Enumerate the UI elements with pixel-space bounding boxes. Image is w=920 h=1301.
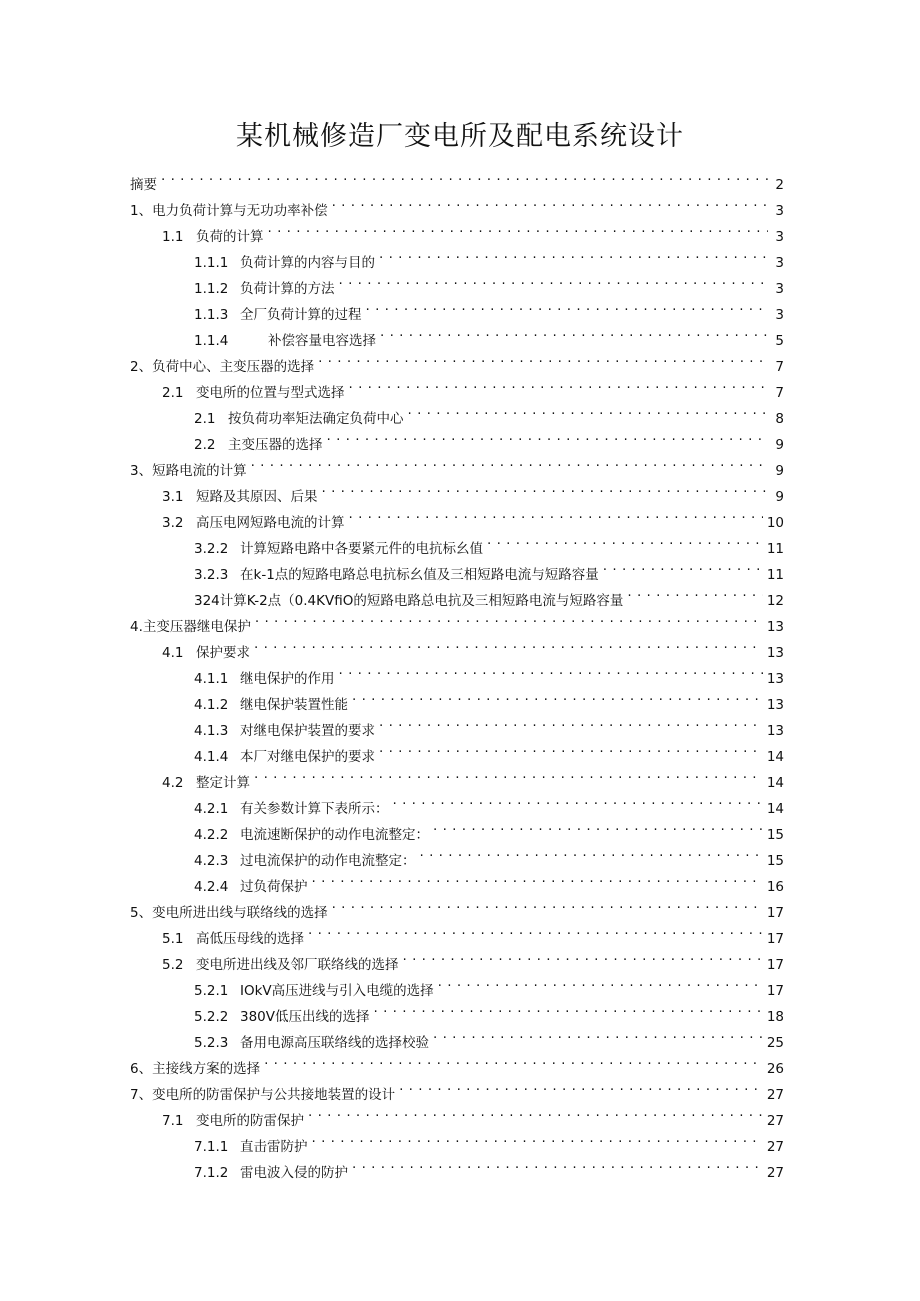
toc-label: 短路及其原因、后果 bbox=[196, 489, 318, 505]
toc-label: 7、变电所的防雷保护与公共接地装置的设计 bbox=[130, 1087, 396, 1103]
toc-page: 9 bbox=[775, 437, 784, 453]
toc-page: 15 bbox=[766, 853, 784, 869]
toc-entry[interactable] bbox=[194, 579, 784, 609]
toc-page: 2 bbox=[775, 177, 784, 193]
toc-entry[interactable] bbox=[162, 917, 784, 947]
toc-leader bbox=[433, 813, 763, 839]
toc-page: 17 bbox=[766, 983, 784, 999]
toc-page: 14 bbox=[766, 775, 784, 791]
toc-label: 变电所的防雷保护 bbox=[196, 1113, 304, 1129]
toc-number: 1.1.3 bbox=[194, 307, 229, 323]
toc-number: 3.2.2 bbox=[194, 541, 229, 557]
toc-entry[interactable] bbox=[130, 605, 784, 635]
toc-page: 7 bbox=[775, 385, 784, 401]
toc-leader bbox=[264, 1047, 763, 1073]
toc-number: 1.1 bbox=[162, 229, 184, 245]
toc-leader bbox=[308, 917, 763, 943]
toc-entry[interactable] bbox=[194, 553, 784, 583]
toc-label: 4.主变压器继电保护 bbox=[130, 619, 251, 635]
toc-entry[interactable] bbox=[130, 891, 784, 921]
toc-page: 7 bbox=[775, 359, 784, 375]
toc-page: 17 bbox=[766, 931, 784, 947]
toc-number: 5.2.2 bbox=[194, 1009, 229, 1025]
toc-leader bbox=[352, 1151, 763, 1177]
toc-leader bbox=[349, 371, 769, 397]
toc-leader bbox=[379, 735, 763, 761]
toc-label: 直击雷防护 bbox=[240, 1139, 308, 1155]
toc-number: 5.2.1 bbox=[194, 983, 229, 999]
toc-leader bbox=[268, 215, 769, 241]
toc-entry[interactable] bbox=[130, 163, 784, 193]
toc-label: 有关参数计算下表所示： bbox=[240, 801, 389, 817]
toc-entry[interactable] bbox=[162, 371, 784, 401]
toc-number: 4.2 bbox=[162, 775, 184, 791]
toc-entry[interactable] bbox=[194, 865, 784, 895]
toc-number: 2.2 bbox=[194, 437, 216, 453]
toc-page: 17 bbox=[766, 905, 784, 921]
toc-page: 27 bbox=[766, 1165, 784, 1181]
toc-leader bbox=[161, 163, 768, 189]
toc-page: 3 bbox=[775, 281, 784, 297]
toc-page: 13 bbox=[766, 671, 784, 687]
toc-entry[interactable] bbox=[162, 501, 784, 531]
toc-page: 25 bbox=[766, 1035, 784, 1051]
toc-number: 4.2.2 bbox=[194, 827, 229, 843]
document-title: 某机械修造厂变电所及配电系统设计 bbox=[236, 121, 684, 152]
toc-leader bbox=[332, 891, 763, 917]
toc-page: 16 bbox=[766, 879, 784, 895]
toc-number: 4.1 bbox=[162, 645, 184, 661]
toc-label: 负荷计算的方法 bbox=[240, 281, 335, 297]
toc-label: 雷电波入侵的防护 bbox=[240, 1165, 348, 1181]
toc-label: 变电所进出线及邻厂联络线的选择 bbox=[196, 957, 399, 973]
toc-label: 补偿容量电容选择 bbox=[268, 333, 376, 349]
toc-leader bbox=[318, 345, 768, 371]
toc-leader bbox=[393, 787, 763, 813]
toc-number: 2.1 bbox=[162, 385, 184, 401]
toc-page: 27 bbox=[766, 1087, 784, 1103]
toc-number: 4.1.4 bbox=[194, 749, 229, 765]
toc-page: 3 bbox=[775, 255, 784, 271]
toc-page: 14 bbox=[766, 801, 784, 817]
toc-entry[interactable] bbox=[194, 839, 784, 869]
toc-entry[interactable] bbox=[130, 1073, 784, 1103]
toc-number: 3.2 bbox=[162, 515, 184, 531]
toc-leader bbox=[374, 995, 763, 1021]
toc-leader bbox=[438, 969, 763, 995]
toc-label: 全厂负荷计算的过程 bbox=[240, 307, 362, 323]
toc-leader bbox=[487, 527, 763, 553]
toc-leader bbox=[408, 397, 769, 423]
toc-number: 4.1.1 bbox=[194, 671, 229, 687]
toc-entry[interactable] bbox=[194, 995, 784, 1025]
toc-leader bbox=[379, 241, 768, 267]
toc-number: 7.1 bbox=[162, 1113, 184, 1129]
toc-leader bbox=[603, 553, 763, 579]
toc-label: 备用电源高压联络线的选择校验 bbox=[240, 1035, 429, 1051]
toc-entry[interactable] bbox=[194, 423, 784, 453]
toc-label: 继电保护装置性能 bbox=[240, 697, 348, 713]
toc-entry[interactable] bbox=[130, 449, 784, 479]
toc-leader bbox=[312, 865, 763, 891]
toc-leader bbox=[403, 943, 763, 969]
toc-leader bbox=[255, 605, 763, 631]
toc-leader bbox=[339, 657, 763, 683]
toc-entry[interactable] bbox=[194, 1021, 784, 1051]
toc-entry[interactable] bbox=[162, 215, 784, 245]
toc-page: 11 bbox=[766, 541, 784, 557]
toc-page: 15 bbox=[766, 827, 784, 843]
toc-page: 9 bbox=[775, 489, 784, 505]
toc-entry[interactable] bbox=[194, 813, 784, 843]
toc-leader bbox=[339, 267, 769, 293]
toc-number: 5.2.3 bbox=[194, 1035, 229, 1051]
toc-page: 10 bbox=[766, 515, 784, 531]
toc-leader bbox=[627, 579, 762, 605]
toc-entry[interactable] bbox=[162, 943, 784, 973]
toc-label: 在k-1点的短路电路总电抗标幺值及三相短路电流与短路容量 bbox=[240, 567, 599, 583]
toc-label: 高压电网短路电流的计算 bbox=[196, 515, 345, 531]
toc-number: 5.1 bbox=[162, 931, 184, 947]
toc-number: 4.2.1 bbox=[194, 801, 229, 817]
toc-page: 5 bbox=[775, 333, 784, 349]
toc-label: 6、主接线方案的选择 bbox=[130, 1061, 261, 1077]
toc-page: 26 bbox=[766, 1061, 784, 1077]
toc-label: 过负荷保护 bbox=[240, 879, 308, 895]
toc-entry[interactable] bbox=[194, 241, 784, 271]
toc-label: 过电流保护的动作电流整定： bbox=[240, 853, 416, 869]
toc-leader bbox=[352, 683, 763, 709]
toc-number: 3.1 bbox=[162, 489, 184, 505]
toc-number: 4.1.3 bbox=[194, 723, 229, 739]
toc-label: 2、负荷中心、主变压器的选择 bbox=[130, 359, 315, 375]
toc-entry[interactable] bbox=[130, 345, 784, 375]
toc-number: 2.1 bbox=[194, 411, 216, 427]
toc-entry[interactable] bbox=[194, 527, 784, 557]
toc-page: 8 bbox=[775, 411, 784, 427]
toc-label: IOkV高压进线与引入电缆的选择 bbox=[240, 983, 434, 999]
toc-leader bbox=[254, 631, 763, 657]
toc-entry[interactable] bbox=[194, 1125, 784, 1155]
toc-entry[interactable] bbox=[130, 189, 784, 219]
toc-label: 负荷计算的内容与目的 bbox=[240, 255, 375, 271]
toc-label: 324计算K-2点（0.4KVfiO的短路电路总电抗及三相短路电流与短路容量 bbox=[194, 593, 624, 609]
toc-page: 14 bbox=[766, 749, 784, 765]
toc-leader bbox=[332, 189, 768, 215]
toc-leader bbox=[254, 761, 763, 787]
toc-leader bbox=[251, 449, 768, 475]
toc-leader bbox=[312, 1125, 763, 1151]
toc-number: 1.1.1 bbox=[194, 255, 229, 271]
toc-page: 13 bbox=[766, 619, 784, 635]
toc-page: 18 bbox=[766, 1009, 784, 1025]
toc-entry[interactable] bbox=[194, 1151, 784, 1181]
toc-entry[interactable] bbox=[162, 1099, 784, 1129]
toc-number: 4.2.4 bbox=[194, 879, 229, 895]
toc-leader bbox=[399, 1073, 763, 1099]
toc-label: 5、变电所进出线与联络线的选择 bbox=[130, 905, 328, 921]
toc-label: 本厂对继电保护的要求 bbox=[240, 749, 375, 765]
toc-number: 1.1.4 bbox=[194, 333, 229, 349]
toc-leader bbox=[349, 501, 763, 527]
toc-label: 整定计算 bbox=[196, 775, 250, 791]
toc-leader bbox=[308, 1099, 763, 1125]
toc-entry[interactable] bbox=[194, 293, 784, 323]
toc-entry[interactable] bbox=[194, 787, 784, 817]
toc-label: 按负荷功率矩法确定负荷中心 bbox=[228, 411, 404, 427]
toc-page: 13 bbox=[766, 723, 784, 739]
toc-leader bbox=[327, 423, 769, 449]
toc-label: 380V低压出线的选择 bbox=[240, 1009, 370, 1025]
toc-entry[interactable] bbox=[194, 397, 784, 427]
toc-page: 17 bbox=[766, 957, 784, 973]
toc-number: 7.1.2 bbox=[194, 1165, 229, 1181]
toc-page: 3 bbox=[775, 229, 784, 245]
toc-label: 主变压器的选择 bbox=[228, 437, 323, 453]
toc-label: 负荷的计算 bbox=[196, 229, 264, 245]
toc-page: 11 bbox=[766, 567, 784, 583]
toc-label: 保护要求 bbox=[196, 645, 250, 661]
toc-page: 13 bbox=[766, 697, 784, 713]
toc-entry[interactable] bbox=[194, 267, 784, 297]
toc-number: 4.2.3 bbox=[194, 853, 229, 869]
toc-label: 3、短路电流的计算 bbox=[130, 463, 247, 479]
toc-label: 摘要 bbox=[130, 177, 157, 193]
toc-entry[interactable] bbox=[194, 709, 784, 739]
toc-number: 5.2 bbox=[162, 957, 184, 973]
toc-leader bbox=[322, 475, 769, 501]
toc-label: 1、电力负荷计算与无功功率补偿 bbox=[130, 203, 328, 219]
toc-entry[interactable] bbox=[162, 475, 784, 505]
toc-label: 电流速断保护的动作电流整定： bbox=[240, 827, 429, 843]
toc-leader bbox=[366, 293, 769, 319]
toc-entry[interactable] bbox=[194, 735, 784, 765]
toc-entry[interactable] bbox=[194, 969, 784, 999]
toc-entry[interactable] bbox=[130, 1047, 784, 1077]
toc-label: 高低压母线的选择 bbox=[196, 931, 304, 947]
toc-entry[interactable] bbox=[162, 631, 784, 661]
toc-number: 1.1.2 bbox=[194, 281, 229, 297]
toc-page: 27 bbox=[766, 1113, 784, 1129]
toc-number: 4.1.2 bbox=[194, 697, 229, 713]
toc-leader bbox=[379, 709, 763, 735]
toc-page: 13 bbox=[766, 645, 784, 661]
toc-page: 27 bbox=[766, 1139, 784, 1155]
toc-page: 3 bbox=[775, 307, 784, 323]
toc-number: 3.2.3 bbox=[194, 567, 229, 583]
toc-label: 继电保护的作用 bbox=[240, 671, 335, 687]
toc-leader bbox=[433, 1021, 763, 1047]
toc-entry[interactable] bbox=[162, 761, 784, 791]
toc-label: 变电所的位置与型式选择 bbox=[196, 385, 345, 401]
toc-page: 12 bbox=[766, 593, 784, 609]
toc-leader bbox=[380, 319, 768, 345]
toc-entry[interactable] bbox=[194, 657, 784, 687]
toc-number: 7.1.1 bbox=[194, 1139, 229, 1155]
toc-label: 计算短路电路中各要紧元件的电抗标幺值 bbox=[240, 541, 483, 557]
toc-page: 9 bbox=[775, 463, 784, 479]
toc-entry[interactable] bbox=[194, 319, 784, 349]
toc-label: 对继电保护装置的要求 bbox=[240, 723, 375, 739]
toc-entry[interactable] bbox=[194, 683, 784, 713]
toc-page: 3 bbox=[775, 203, 784, 219]
toc-leader bbox=[420, 839, 763, 865]
